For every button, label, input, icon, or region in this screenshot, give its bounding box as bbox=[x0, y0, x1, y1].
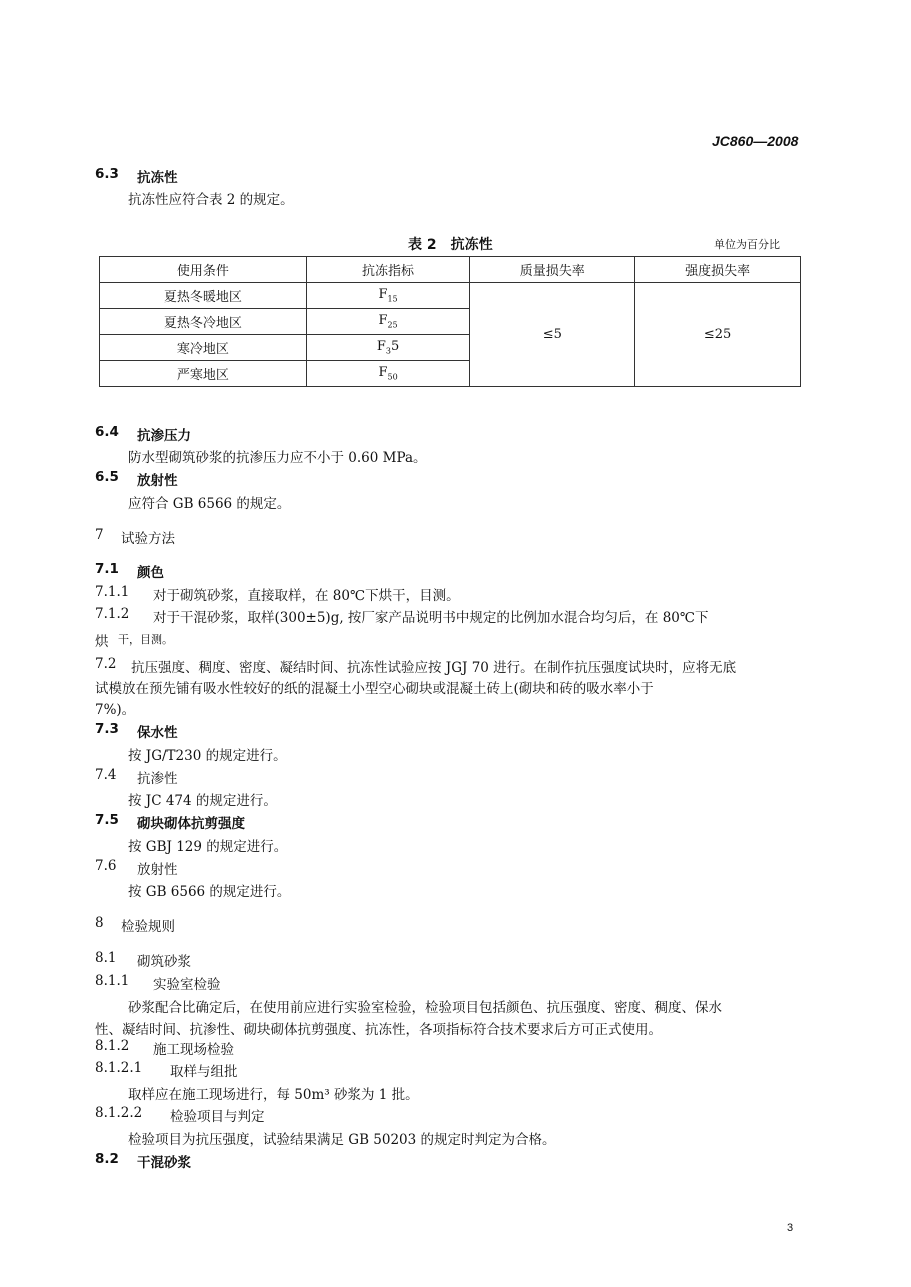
section-8-1-2-1-title: 取样与组批 bbox=[170, 1064, 238, 1080]
table-header-cell: 强度损失率 bbox=[635, 257, 801, 283]
index-main: F bbox=[378, 365, 388, 381]
section-8-1-2-number: 8.1.2 bbox=[95, 1038, 130, 1054]
table-2-unit: 单位为百分比 bbox=[714, 238, 780, 251]
section-8-1-2-title: 施工现场检验 bbox=[153, 1042, 234, 1058]
index-sub: 3 bbox=[385, 346, 391, 356]
condition-cell: 夏热冬冷地区 bbox=[100, 309, 307, 335]
section-6-5-title: 放射性 bbox=[137, 473, 178, 489]
condition-cell: 夏热冬暖地区 bbox=[100, 283, 307, 309]
section-7-number: 7 bbox=[95, 527, 104, 543]
table-header-row bbox=[100, 257, 801, 283]
section-7-1-2-text: 对于干混砂浆，取样(300±5)g, 按厂家产品说明书中规定的比例加水混合均匀后，在 80℃下 bbox=[153, 610, 709, 626]
section-7-5-text: 按 GBJ 129 的规定进行。 bbox=[128, 839, 288, 855]
section-7-5-title: 砌块砌体抗剪强度 bbox=[137, 816, 245, 832]
section-7-6-text: 按 GB 6566 的规定进行。 bbox=[128, 884, 291, 900]
section-7-1-2-number: 7.1.2 bbox=[95, 606, 130, 622]
section-8-1-1-line-1: 砂浆配合比确定后，在使用前应进行实验室检验，检验项目包括颜色、抗压强度、密度、稠度、保水 bbox=[128, 1000, 722, 1016]
section-7-1-1-number: 7.1.1 bbox=[95, 584, 130, 600]
page-number: 3 bbox=[787, 1222, 794, 1234]
section-7-1-number: 7.1 bbox=[95, 561, 119, 577]
section-8-1-2-1-number: 8.1.2.1 bbox=[95, 1060, 143, 1076]
section-6-3-title: 抗冻性 bbox=[137, 170, 178, 186]
table-header-cell: 质量损失率 bbox=[470, 257, 635, 283]
section-7-title: 试验方法 bbox=[121, 531, 175, 547]
table-header-cell: 抗冻指标 bbox=[306, 257, 470, 283]
section-6-5-number: 6.5 bbox=[95, 469, 119, 485]
standard-number: JC860—2008 bbox=[712, 133, 799, 149]
section-8-1-number: 8.1 bbox=[95, 950, 117, 966]
section-7-4-number: 7.4 bbox=[95, 767, 117, 783]
section-7-1-2-continuation-a: 烘 bbox=[95, 634, 109, 650]
section-7-2-number: 7.2 bbox=[95, 656, 117, 672]
index-sub: 5 bbox=[387, 372, 393, 382]
index-tail: 0 bbox=[392, 372, 398, 382]
index-tail: 5 bbox=[390, 339, 400, 355]
condition-cell: 寒冷地区 bbox=[100, 335, 307, 361]
section-7-6-number: 7.6 bbox=[95, 858, 117, 874]
section-7-3-number: 7.3 bbox=[95, 721, 119, 737]
section-8-2-number: 8.2 bbox=[95, 1151, 119, 1167]
section-7-6-title: 放射性 bbox=[137, 862, 178, 878]
index-cell bbox=[306, 335, 470, 361]
index-main: F bbox=[378, 287, 388, 303]
section-8-1-2-1-text: 取样应在施工现场进行，每 50m³ 砂浆为 1 批。 bbox=[128, 1087, 419, 1103]
section-6-4-number: 6.4 bbox=[95, 424, 119, 440]
index-cell bbox=[306, 309, 470, 335]
strength-loss-cell: ≤25 bbox=[635, 283, 801, 387]
condition-cell: 严寒地区 bbox=[100, 361, 307, 387]
table-2 bbox=[99, 256, 801, 387]
index-sub: 15 bbox=[387, 294, 398, 304]
section-8-1-1-title: 实验室检验 bbox=[153, 977, 221, 993]
section-8-1-title: 砌筑砂浆 bbox=[137, 954, 191, 970]
section-6-4-title: 抗渗压力 bbox=[137, 428, 191, 444]
section-7-4-text: 按 JC 474 的规定进行。 bbox=[128, 793, 277, 809]
table-row bbox=[100, 283, 801, 309]
index-cell bbox=[306, 361, 470, 387]
section-7-1-2-continuation-b: 干，目测。 bbox=[118, 633, 173, 646]
mass-loss-cell: ≤5 bbox=[470, 283, 635, 387]
section-6-3-number: 6.3 bbox=[95, 166, 119, 182]
section-8-title: 检验规则 bbox=[121, 919, 175, 935]
index-sub: 25 bbox=[387, 320, 398, 330]
section-7-2-line-3: 7%)。 bbox=[95, 702, 136, 718]
section-7-3-title: 保水性 bbox=[137, 725, 178, 741]
table-header-cell: 使用条件 bbox=[100, 257, 307, 283]
section-8-1-2-2-number: 8.1.2.2 bbox=[95, 1105, 143, 1121]
section-7-2-line-2: 试模放在预先铺有吸水性较好的纸的混凝土小型空心砌块或混凝土砖上(砌块和砖的吸水率小于 bbox=[95, 681, 654, 697]
section-7-1-title: 颜色 bbox=[137, 565, 164, 581]
section-7-1-1-text: 对于砌筑砂浆，直接取样，在 80℃下烘干，目测。 bbox=[153, 588, 460, 604]
index-main: F bbox=[376, 339, 386, 355]
section-7-4-title: 抗渗性 bbox=[137, 771, 178, 787]
section-7-2-line-1: 抗压强度、稠度、密度、凝结时间、抗冻性试验应按 JGJ 70 进行。在制作抗压强度试块时，应将无底 bbox=[131, 660, 737, 676]
section-8-2-title: 干混砂浆 bbox=[137, 1155, 191, 1171]
section-8-1-1-line-2: 性、凝结时间、抗渗性、砌块砌体抗剪强度、抗冻性，各项指标符合技术要求后方可正式使用。 bbox=[95, 1022, 662, 1038]
section-6-4-text: 防水型砌筑砂浆的抗渗压力应不小于 0.60 MPa。 bbox=[128, 450, 427, 466]
section-8-number: 8 bbox=[95, 915, 104, 931]
section-7-3-text: 按 JG/T230 的规定进行。 bbox=[128, 748, 287, 764]
section-7-5-number: 7.5 bbox=[95, 812, 119, 828]
index-cell bbox=[306, 283, 470, 309]
section-8-1-2-2-title: 检验项目与判定 bbox=[170, 1109, 265, 1125]
section-8-1-2-2-text: 检验项目为抗压强度，试验结果满足 GB 50203 的规定时判定为合格。 bbox=[128, 1132, 556, 1148]
section-6-3-text: 抗冻性应符合表 2 的规定。 bbox=[128, 192, 294, 208]
section-8-1-1-number: 8.1.1 bbox=[95, 973, 130, 989]
section-6-5-text: 应符合 GB 6566 的规定。 bbox=[128, 496, 291, 512]
table-2-caption: 表 2 抗冻性 bbox=[408, 237, 493, 253]
index-main: F bbox=[378, 313, 388, 329]
